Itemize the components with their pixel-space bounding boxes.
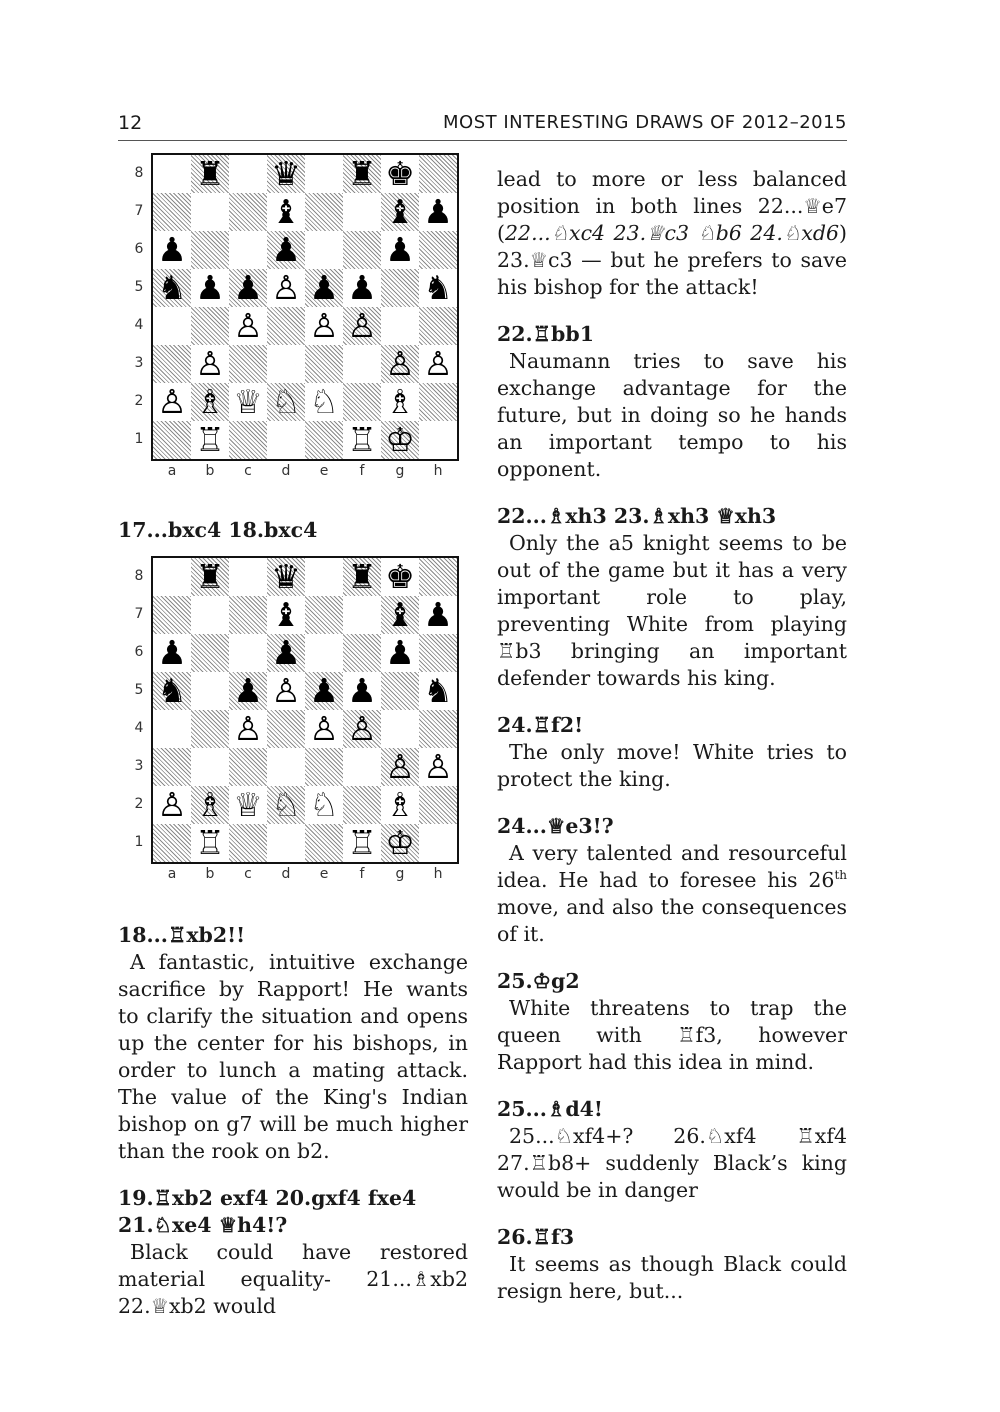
file-label: g xyxy=(395,463,405,479)
white-pawn-icon: ♙ xyxy=(195,344,225,383)
square-b3 xyxy=(191,748,229,786)
black-queen-icon: ♛ xyxy=(271,557,301,596)
continuation-text-b: ) 23.♕c3 — but he prefers to save his bishop for the attack! xyxy=(497,221,847,299)
square-e7 xyxy=(305,596,343,634)
square-b4 xyxy=(191,710,229,748)
square-e6 xyxy=(305,231,343,269)
square-a4 xyxy=(153,710,191,748)
white-queen-icon: ♕ xyxy=(233,785,263,824)
move-22-black: 22...♗xh3 23.♗xh3 ♕xh3 xyxy=(497,504,777,528)
square-a1 xyxy=(153,421,191,459)
black-pawn-icon: ♟ xyxy=(157,633,187,672)
white-rook-icon: ♖ xyxy=(347,823,377,862)
square-c7 xyxy=(229,596,267,634)
square-c3 xyxy=(229,345,267,383)
black-bishop-icon: ♝ xyxy=(385,595,415,634)
comment-24: The only move! White tries to protect the king. xyxy=(497,740,847,791)
square-h1 xyxy=(419,824,457,862)
rank-label: 7 xyxy=(134,203,144,219)
square-h2 xyxy=(419,786,457,824)
square-c1 xyxy=(229,824,267,862)
chess-diagram-1 xyxy=(151,153,459,461)
black-rook-icon: ♜ xyxy=(195,557,225,596)
black-pawn-icon: ♟ xyxy=(195,268,225,307)
file-label: b xyxy=(205,463,215,479)
rank-label: 4 xyxy=(134,317,144,333)
square-h4 xyxy=(419,307,457,345)
white-knight-icon: ♘ xyxy=(309,785,339,824)
square-g5 xyxy=(381,672,419,710)
rank-label: 3 xyxy=(134,355,144,371)
square-f2 xyxy=(343,383,381,421)
square-f6 xyxy=(343,634,381,672)
square-d3 xyxy=(267,748,305,786)
right-column-text xyxy=(497,166,847,1305)
black-pawn-icon: ♟ xyxy=(309,671,339,710)
running-title: MOST INTERESTING DRAWS OF 2012–2015 xyxy=(443,112,847,133)
black-knight-icon: ♞ xyxy=(157,671,187,710)
white-knight-icon: ♘ xyxy=(271,785,301,824)
white-pawn-icon: ♙ xyxy=(347,709,377,748)
white-bishop-icon: ♗ xyxy=(385,382,415,421)
square-b6 xyxy=(191,634,229,672)
comment-25-black: 25...♘xf4+? 26.♘xf4 ♖xf4 27.♖b8+ suddenly Black’s king would be in danger xyxy=(497,1124,847,1202)
square-b6 xyxy=(191,231,229,269)
square-b7 xyxy=(191,596,229,634)
chess-diagram-2 xyxy=(151,556,459,864)
square-e7 xyxy=(305,193,343,231)
rank-label: 4 xyxy=(134,720,144,736)
square-a7 xyxy=(153,193,191,231)
square-f6 xyxy=(343,231,381,269)
square-a3 xyxy=(153,748,191,786)
file-label: b xyxy=(205,866,215,882)
comment-continuation xyxy=(497,166,847,301)
move-25: 25.♔g2 xyxy=(497,969,580,993)
square-b5 xyxy=(191,672,229,710)
black-pawn-icon: ♟ xyxy=(233,671,263,710)
square-e3 xyxy=(305,748,343,786)
square-a8 xyxy=(153,155,191,193)
comment-21: Black could have restored material equality- 21...♗xb2 22.♕xb2 would xyxy=(118,1240,468,1318)
file-label: c xyxy=(244,866,252,882)
comment-24b-text: A very talented and resourceful idea. He had to foresee his 26 xyxy=(497,841,847,892)
square-a1 xyxy=(153,824,191,862)
square-f3 xyxy=(343,748,381,786)
square-c8 xyxy=(229,558,267,596)
file-label: d xyxy=(281,866,291,882)
left-column-text xyxy=(118,922,468,1320)
move-22: 22.♖bb1 xyxy=(497,322,594,346)
white-rook-icon: ♖ xyxy=(195,823,225,862)
square-d3 xyxy=(267,345,305,383)
black-pawn-icon: ♟ xyxy=(347,268,377,307)
black-pawn-icon: ♟ xyxy=(271,633,301,672)
white-pawn-icon: ♙ xyxy=(423,344,453,383)
page-number: 12 xyxy=(118,112,143,134)
square-c6 xyxy=(229,231,267,269)
square-c8 xyxy=(229,155,267,193)
white-queen-icon: ♕ xyxy=(233,382,263,421)
square-f7 xyxy=(343,596,381,634)
rank-label: 2 xyxy=(134,393,144,409)
square-f7 xyxy=(343,193,381,231)
black-king-icon: ♚ xyxy=(385,557,415,596)
square-a3 xyxy=(153,345,191,383)
move-24: 24.♖f2! xyxy=(497,713,584,737)
black-rook-icon: ♜ xyxy=(195,154,225,193)
rank-label: 1 xyxy=(134,834,144,850)
black-pawn-icon: ♟ xyxy=(233,268,263,307)
rank-label: 8 xyxy=(134,165,144,181)
square-a4 xyxy=(153,307,191,345)
square-g4 xyxy=(381,710,419,748)
file-label: h xyxy=(433,463,443,479)
black-rook-icon: ♜ xyxy=(347,154,377,193)
black-pawn-icon: ♟ xyxy=(423,192,453,231)
rank-label: 7 xyxy=(134,606,144,622)
rank-label: 5 xyxy=(134,682,144,698)
move-17: 17...bxc4 18.bxc4 xyxy=(118,518,318,542)
white-bishop-icon: ♗ xyxy=(195,785,225,824)
white-knight-icon: ♘ xyxy=(309,382,339,421)
rank-label: 8 xyxy=(134,568,144,584)
rank-label: 6 xyxy=(134,644,144,660)
white-pawn-icon: ♙ xyxy=(347,306,377,345)
square-b4 xyxy=(191,307,229,345)
file-label: c xyxy=(244,463,252,479)
square-f3 xyxy=(343,345,381,383)
white-pawn-icon: ♙ xyxy=(309,709,339,748)
square-d4 xyxy=(267,710,305,748)
square-e8 xyxy=(305,558,343,596)
move-25-black: 25...♗d4! xyxy=(497,1097,603,1121)
white-pawn-icon: ♙ xyxy=(271,268,301,307)
square-e6 xyxy=(305,634,343,672)
comment-18: A fantastic, intuitive exchange sacrifice by Rapport! He wants to clarify the situation and opens up the center for his bishops, in order to lunch a mating attack. The value of the King's Indian bishop on g7 will be much higher than the rook on b2. xyxy=(118,950,468,1163)
square-h4 xyxy=(419,710,457,748)
continuation-variation: 22...♘xc4 23.♕c3 ♘b6 24.♘xd6 xyxy=(505,221,839,245)
square-d4 xyxy=(267,307,305,345)
comment-26: It seems as though Black could resign here, but... xyxy=(497,1252,847,1303)
file-label: f xyxy=(359,463,365,479)
rank-label: 1 xyxy=(134,431,144,447)
move-18: 18...♖xb2!! xyxy=(118,923,246,947)
black-knight-icon: ♞ xyxy=(157,268,187,307)
square-a7 xyxy=(153,596,191,634)
white-bishop-icon: ♗ xyxy=(385,785,415,824)
rank-label: 5 xyxy=(134,279,144,295)
comment-22: Naumann tries to save his exchange advantage for the future, but in doing so he hands an important tempo to his opponent. xyxy=(497,349,847,481)
page-header xyxy=(118,108,847,141)
file-label: e xyxy=(319,463,329,479)
square-e8 xyxy=(305,155,343,193)
square-h6 xyxy=(419,634,457,672)
square-h6 xyxy=(419,231,457,269)
black-rook-icon: ♜ xyxy=(347,557,377,596)
white-pawn-icon: ♙ xyxy=(385,344,415,383)
black-knight-icon: ♞ xyxy=(423,671,453,710)
white-pawn-icon: ♙ xyxy=(271,671,301,710)
comment-24-black xyxy=(497,840,847,948)
white-pawn-icon: ♙ xyxy=(157,785,187,824)
square-c6 xyxy=(229,634,267,672)
square-a8 xyxy=(153,558,191,596)
square-e3 xyxy=(305,345,343,383)
square-h2 xyxy=(419,383,457,421)
black-pawn-icon: ♟ xyxy=(347,671,377,710)
square-c1 xyxy=(229,421,267,459)
white-pawn-icon: ♙ xyxy=(233,709,263,748)
square-d1 xyxy=(267,421,305,459)
black-pawn-icon: ♟ xyxy=(385,230,415,269)
comment-24b-text-end: move, and also the consequences of it. xyxy=(497,895,847,946)
square-e1 xyxy=(305,421,343,459)
square-e1 xyxy=(305,824,343,862)
black-bishop-icon: ♝ xyxy=(271,595,301,634)
white-king-icon: ♔ xyxy=(385,420,415,459)
file-label: e xyxy=(319,866,329,882)
square-c7 xyxy=(229,193,267,231)
white-pawn-icon: ♙ xyxy=(385,747,415,786)
file-label: h xyxy=(433,866,443,882)
square-h8 xyxy=(419,558,457,596)
square-h8 xyxy=(419,155,457,193)
rank-label: 6 xyxy=(134,241,144,257)
comment-23: Only the a5 knight seems to be out of the game but it has a very important role to play, preventing White from playing ♖b3 bringing an important defender towards his king. xyxy=(497,531,847,690)
comment-25: White threatens to trap the queen with ♖f3, however Rapport had this idea in mind. xyxy=(497,996,847,1074)
rank-label: 3 xyxy=(134,758,144,774)
white-pawn-icon: ♙ xyxy=(309,306,339,345)
square-g5 xyxy=(381,269,419,307)
square-h1 xyxy=(419,421,457,459)
superscript: th xyxy=(834,868,847,883)
file-label: f xyxy=(359,866,365,882)
file-label: a xyxy=(167,463,177,479)
black-knight-icon: ♞ xyxy=(423,268,453,307)
black-pawn-icon: ♟ xyxy=(309,268,339,307)
left-column-caption xyxy=(118,517,468,544)
move-24-black: 24...♕e3!? xyxy=(497,814,614,838)
black-bishop-icon: ♝ xyxy=(271,192,301,231)
white-knight-icon: ♘ xyxy=(271,382,301,421)
white-king-icon: ♔ xyxy=(385,823,415,862)
continuation-text-a: lead to more or less balanced position in both lines 22...♕e7 ( xyxy=(497,167,847,245)
square-c3 xyxy=(229,748,267,786)
rank-label: 2 xyxy=(134,796,144,812)
black-queen-icon: ♛ xyxy=(271,154,301,193)
file-label: a xyxy=(167,866,177,882)
white-rook-icon: ♖ xyxy=(347,420,377,459)
black-pawn-icon: ♟ xyxy=(157,230,187,269)
square-f2 xyxy=(343,786,381,824)
black-pawn-icon: ♟ xyxy=(423,595,453,634)
square-b7 xyxy=(191,193,229,231)
black-pawn-icon: ♟ xyxy=(271,230,301,269)
white-bishop-icon: ♗ xyxy=(195,382,225,421)
white-pawn-icon: ♙ xyxy=(233,306,263,345)
move-19: 19.♖xb2 exf4 20.gxf4 fxe4 21.♘xe4 ♕h4!? xyxy=(118,1186,417,1237)
black-king-icon: ♚ xyxy=(385,154,415,193)
file-label: d xyxy=(281,463,291,479)
square-g4 xyxy=(381,307,419,345)
move-26: 26.♖f3 xyxy=(497,1225,575,1249)
white-pawn-icon: ♙ xyxy=(423,747,453,786)
white-pawn-icon: ♙ xyxy=(157,382,187,421)
square-d1 xyxy=(267,824,305,862)
black-bishop-icon: ♝ xyxy=(385,192,415,231)
white-rook-icon: ♖ xyxy=(195,420,225,459)
black-pawn-icon: ♟ xyxy=(385,633,415,672)
file-label: g xyxy=(395,866,405,882)
